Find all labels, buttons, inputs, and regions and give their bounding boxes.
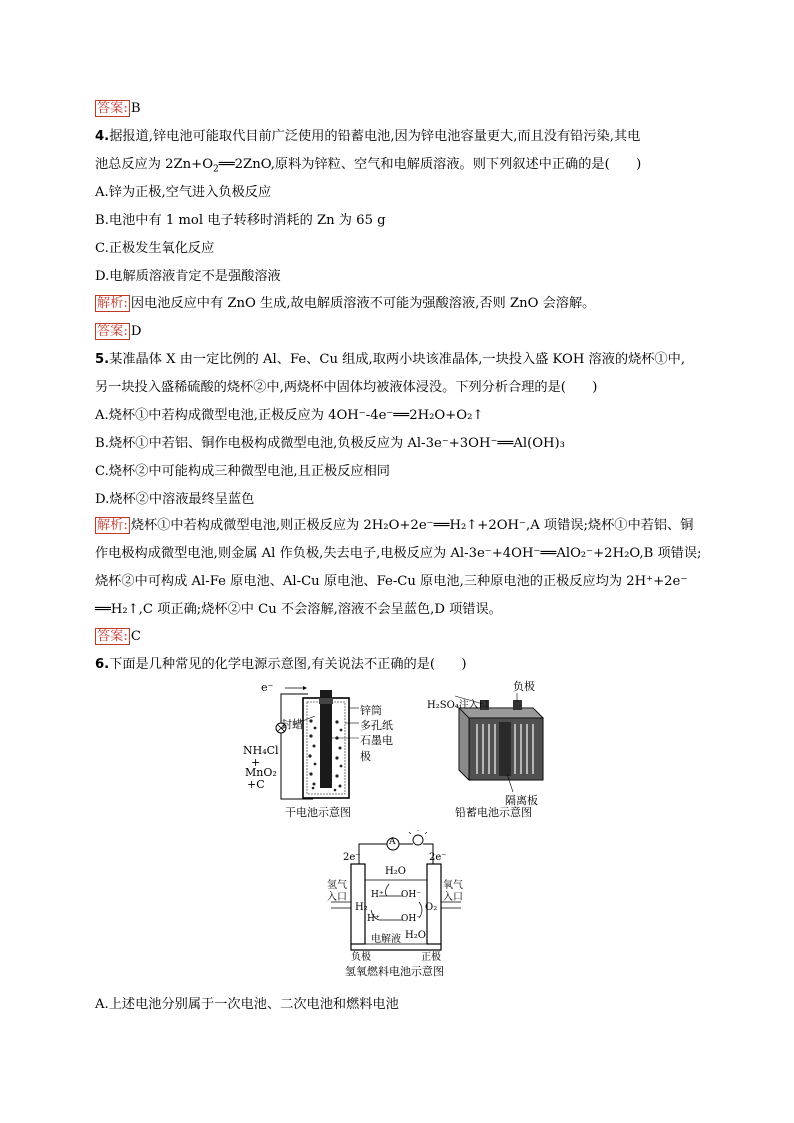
analysis-line-q4: [95, 295, 595, 313]
analysis-tag: 解析:: [97, 518, 128, 533]
wax-label: 封蜡: [281, 718, 303, 731]
question-number: 5.: [95, 352, 110, 367]
carbon-label: +C: [247, 778, 265, 791]
hydrogen-inlet-label: 氢气: [327, 880, 347, 891]
answer-value: B: [130, 101, 141, 116]
analysis-tag: 解析:: [97, 296, 128, 311]
positive-electrode-label: 正极: [421, 952, 441, 963]
analysis-text: 烧杯①中若构成微型电池,则正极反应为 2H₂O+2e⁻══H₂↑+2OH⁻,A 项错误;烧杯①中若铝、铜: [130, 518, 694, 533]
option-c: C.正极发生氧化反应: [95, 241, 215, 256]
question-text: 据报道,锌电池可能取代目前广泛使用的铅蓄电池,因为锌电池容量更大,而且没有铅污染,其电: [109, 129, 641, 144]
ammeter-label: A: [389, 837, 396, 847]
answer-line-q3: [95, 100, 141, 118]
answer-tag: 答案:: [97, 101, 128, 116]
option-a: A.锌为正极,空气进入负极反应: [95, 185, 272, 200]
question-5-line-2: 另一块投入盛稀硫酸的烧杯②中,两烧杯中固体均被液体浸没。下列分析合理的是( ): [95, 380, 598, 395]
sulfuric-acid-inlet-label: H₂SO₄注入口: [427, 700, 489, 711]
separator-label: 隔离板: [505, 794, 538, 807]
hydrogen-ion-label-2: H⁺: [367, 914, 380, 924]
analysis-line-q5: [95, 517, 693, 535]
negative-electrode-label: 负极: [351, 952, 371, 963]
water-bottom-label: H₂O: [405, 930, 426, 941]
hydrogen-inlet-label-2: 入口: [327, 892, 347, 903]
option-c: C.烧杯②中可能构成三种微型电池,且正极反应相同: [95, 464, 390, 479]
oxygen-inlet-label-2: 入口: [443, 892, 463, 903]
mno2-label: MnO₂: [245, 766, 277, 779]
question-text: 某准晶体 X 由一定比例的 Al、Fe、Cu 组成,取两小块该准晶体,一块投入盛 KOH 溶液的烧杯①中,: [109, 352, 686, 367]
answer-value: C: [130, 629, 141, 644]
dry-cell-figure: [243, 676, 393, 819]
dry-cell-caption: 干电池示意图: [285, 806, 351, 819]
zinc-can-label: 锌筒: [360, 704, 382, 717]
answer-line-q4: [95, 323, 141, 341]
electron-left-label: 2e⁻: [343, 852, 361, 863]
question-5-line-1: [95, 351, 685, 369]
answer-tag: 答案:: [97, 324, 128, 339]
question-text: ══2ZnO,原料为锌粒、空气和电解质溶液。则下列叙述中正确的是( ): [218, 157, 642, 172]
analysis-text: 因电池反应中有 ZnO 生成,故电解质溶液不可能为强酸溶液,否则 ZnO 会溶解。: [130, 296, 596, 311]
question-4-line-1: [95, 128, 640, 146]
electron-label: e⁻: [261, 681, 274, 694]
answer-tag: 答案:: [97, 629, 128, 644]
option-a: A.烧杯①中若构成微型电池,正极反应为 4OH⁻-4e⁻══2H₂O+O₂↑: [95, 408, 484, 423]
electrolyte-label: 电解液: [371, 934, 401, 945]
option-d: D.电解质溶液肯定不是强酸溶液: [95, 269, 281, 284]
negative-terminal-label: 负极: [513, 680, 535, 693]
subscript: 2: [213, 164, 219, 175]
hydroxide-label: OH⁻: [401, 890, 421, 900]
question-number: 6.: [95, 657, 110, 672]
plus-label: +: [251, 756, 261, 769]
hydrogen-gas-label: H₂: [355, 902, 368, 913]
analysis-line-q5-4: ══H₂↑,C 项正确;烧杯②中 Cu 不会溶解,溶液不会呈蓝色,D 项错误。: [95, 602, 502, 617]
option-d: D.烧杯②中溶液最终呈蓝色: [95, 492, 255, 507]
analysis-line-q5-3: 烧杯②中可构成 Al-Fe 原电池、Al-Cu 原电池、Fe-Cu 原电池,三种原电池的正极反应均为 2H⁺+2e⁻: [95, 574, 688, 589]
hydroxide-label-2: OH⁻: [401, 914, 421, 924]
graphite-electrode-label: 石墨电极: [360, 734, 393, 763]
fuel-cell-figure: [327, 830, 467, 980]
question-text: 下面是几种常见的化学电源示意图,有关说法不正确的是( ): [109, 657, 467, 672]
question-number: 4.: [95, 129, 110, 144]
option-b: B.电池中有 1 mol 电子转移时消耗的 Zn 为 65 g: [95, 213, 386, 228]
porous-paper-label: 多孔纸: [360, 719, 393, 732]
lead-acid-figure: [425, 680, 555, 819]
question-6-line-1: [95, 656, 467, 674]
answer-line-q5: [95, 628, 141, 646]
water-top-label: H₂O: [385, 866, 406, 877]
analysis-line-q5-2: 作电极构成微型电池,则金属 Al 作负极,失去电子,电极反应为 Al-3e⁻+4OH⁻══AlO₂⁻+2H₂O,B 项错误;: [95, 546, 702, 561]
question-4-line-2: [95, 156, 641, 174]
option-a: A.上述电池分别属于一次电池、二次电池和燃料电池: [95, 997, 399, 1012]
fuel-cell-caption: 氢氧燃料电池示意图: [345, 965, 444, 978]
lead-acid-caption: 铅蓄电池示意图: [455, 806, 532, 819]
oxygen-inlet-label: 氧气: [443, 880, 463, 891]
oxygen-gas-label: O₂: [425, 902, 438, 913]
electron-right-label: 2e⁻: [429, 852, 447, 863]
question-text: 池总反应为 2Zn+O: [95, 157, 214, 172]
option-b: B.烧杯①中若铝、铜作电极构成微型电池,负极反应为 Al-3e⁻+3OH⁻══Al(OH)₃: [95, 436, 565, 451]
hydrogen-ion-label: H⁺: [371, 890, 384, 900]
answer-value: D: [130, 324, 142, 339]
nh4cl-label: NH₄Cl: [243, 744, 279, 757]
